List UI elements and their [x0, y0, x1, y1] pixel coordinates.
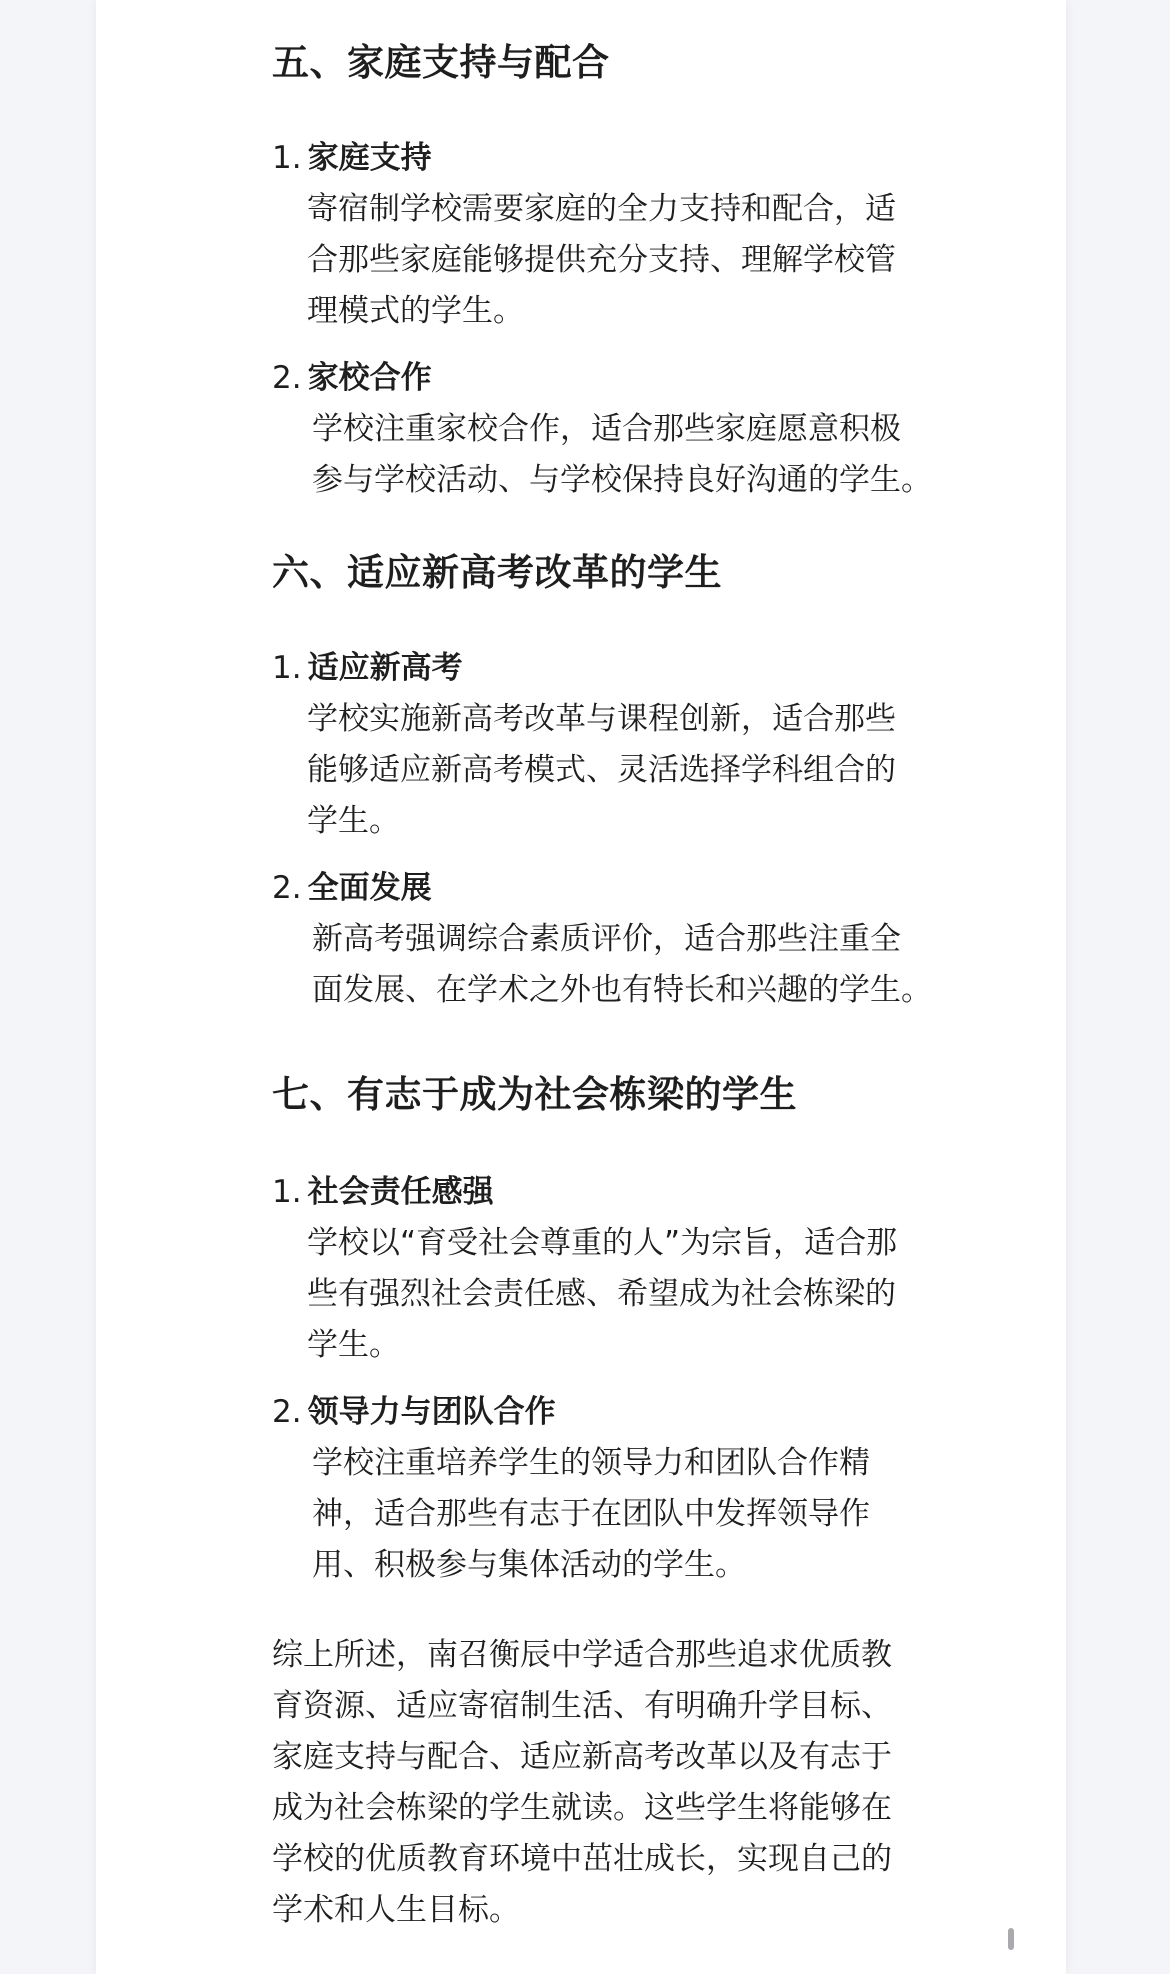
body-line: 些有强烈社会责任感、希望成为社会栋梁的 [307, 1276, 896, 1312]
section-heading-6: 六、适应新高考改革的学生 [272, 551, 722, 594]
item-title: 领导力与团队合作 [307, 1394, 556, 1430]
section-heading-7: 七、有志于成为社会栋梁的学生 [272, 1073, 797, 1116]
body-line: 面发展、在学术之外也有特长和兴趣的学生。 [312, 972, 932, 1008]
item-body-leadership [312, 1438, 870, 1591]
item-heading-home-school [272, 358, 432, 398]
item-body-all-round [312, 914, 932, 1016]
item-heading-new-gaokao [272, 648, 463, 688]
item-body-family-support [307, 184, 896, 337]
body-line: 寄宿制学校需要家庭的全力支持和配合，适 [307, 191, 896, 227]
summary-line: 成为社会栋梁的学生就读。这些学生将能够在 [272, 1790, 892, 1826]
body-line: 学校注重家校合作，适合那些家庭愿意积极 [312, 411, 901, 447]
summary-line: 学校的优质教育环境中茁壮成长，实现自己的 [272, 1841, 892, 1877]
item-title: 家庭支持 [307, 140, 432, 176]
summary-line: 家庭支持与配合、适应新高考改革以及有志于 [272, 1739, 892, 1775]
summary-line: 育资源、适应寄宿制生活、有明确升学目标、 [272, 1688, 892, 1724]
body-line: 学生。 [307, 1327, 400, 1363]
summary-line: 学术和人生目标。 [272, 1892, 520, 1928]
body-line: 理模式的学生。 [307, 293, 524, 329]
item-number: 2. [272, 870, 302, 906]
item-number: 2. [272, 1394, 302, 1430]
body-line: 合那些家庭能够提供充分支持、理解学校管 [307, 242, 896, 278]
body-line: 用、积极参与集体活动的学生。 [312, 1547, 746, 1583]
section-heading-5: 五、家庭支持与配合 [272, 41, 610, 84]
summary-line: 综上所述，南召衡辰中学适合那些追求优质教 [272, 1637, 892, 1673]
item-number: 1. [272, 140, 302, 176]
body-line: 能够适应新高考模式、灵活选择学科组合的 [307, 752, 896, 788]
body-line: 新高考强调综合素质评价，适合那些注重全 [312, 921, 901, 957]
item-number: 1. [272, 1174, 302, 1210]
body-line: 学生。 [307, 803, 400, 839]
body-line: 参与学校活动、与学校保持良好沟通的学生。 [312, 462, 932, 498]
item-title: 家校合作 [307, 360, 432, 396]
item-number: 2. [272, 360, 302, 396]
body-line: 学校以“育受社会尊重的人”为宗旨，适合那 [307, 1225, 898, 1261]
item-number: 1. [272, 650, 302, 686]
item-body-social-responsibility [307, 1218, 897, 1371]
body-line: 神，适合那些有志于在团队中发挥领导作 [312, 1496, 870, 1532]
item-heading-leadership [272, 1392, 556, 1432]
summary-paragraph [272, 1630, 892, 1936]
body-line: 学校注重培养学生的领导力和团队合作精 [312, 1445, 870, 1481]
scrollbar-thumb[interactable] [1008, 1928, 1014, 1950]
item-heading-social-responsibility [272, 1172, 494, 1212]
item-heading-family-support [272, 138, 432, 178]
item-body-new-gaokao [307, 694, 896, 847]
item-heading-all-round [272, 868, 432, 908]
body-line: 学校实施新高考改革与课程创新，适合那些 [307, 701, 896, 737]
item-body-home-school [312, 404, 932, 506]
item-title: 社会责任感强 [307, 1174, 494, 1210]
item-title: 适应新高考 [307, 650, 463, 686]
item-title: 全面发展 [307, 870, 432, 906]
